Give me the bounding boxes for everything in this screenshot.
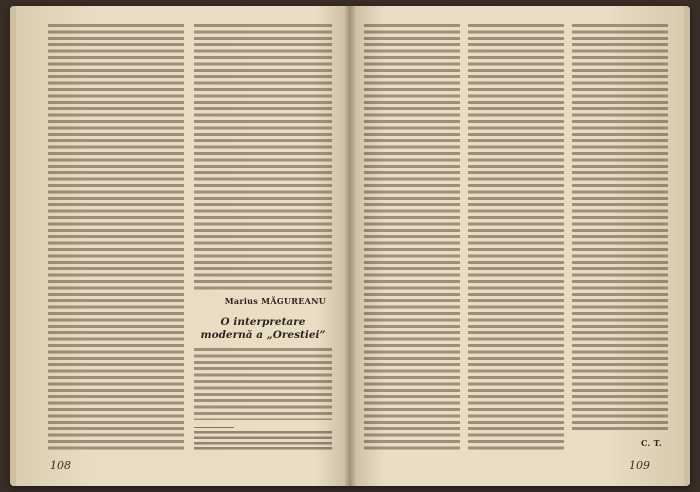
body-text-block <box>48 24 184 452</box>
left-page <box>10 6 350 486</box>
article-signature: C. T. <box>640 438 662 448</box>
body-text-block <box>194 24 332 292</box>
article-signature: Marius MĂGUREANU <box>224 296 326 306</box>
column-2 <box>194 24 332 454</box>
page-number: 108 <box>50 459 71 472</box>
column-5 <box>572 24 668 454</box>
body-text-block <box>572 24 668 432</box>
column-1 <box>48 24 184 454</box>
open-book-spread <box>10 6 690 486</box>
column-3 <box>364 24 460 454</box>
footnote-text <box>194 431 332 451</box>
column-4 <box>468 24 564 454</box>
page-number: 109 <box>629 459 650 472</box>
body-text-block <box>468 24 564 452</box>
body-text-block <box>194 348 332 420</box>
footnote-divider <box>194 427 234 428</box>
right-page <box>350 6 690 486</box>
article-heading: O interpretare modernă a „Orestiei” <box>200 316 326 341</box>
body-text-block <box>364 24 460 452</box>
